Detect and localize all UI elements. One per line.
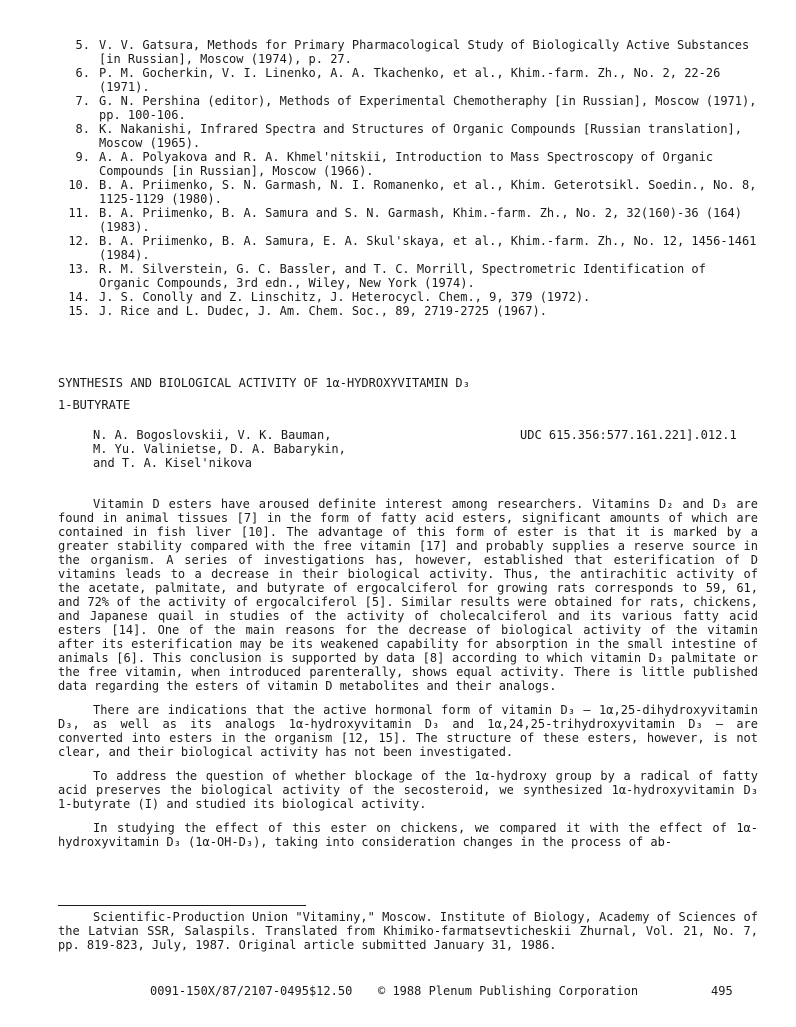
article-body: [58, 497, 758, 849]
udc-code: UDC 615.356:577.161.221].012.1: [520, 428, 737, 442]
reference-text: J. Rice and L. Dudec, J. Am. Chem. Soc., 89, 2719-2725 (1967).: [99, 304, 547, 318]
reference-item: [58, 150, 758, 178]
reference-number: 14.: [68, 290, 90, 304]
reference-item: [58, 94, 758, 122]
reference-text: A. A. Polyakova and R. A. Khmel'nitskii, Introduction to Mass Spectroscopy of Organic Compounds [in Russian], Moscow (1966).: [99, 150, 714, 178]
reference-text: K. Nakanishi, Infrared Spectra and Structures of Organic Compounds [Russian translation], Moscow (1965).: [99, 122, 742, 150]
article-title: [58, 376, 758, 412]
reference-list: [58, 38, 758, 318]
reference-text: J. S. Conolly and Z. Linschitz, J. Heterocycl. Chem., 9, 379 (1972).: [99, 290, 591, 304]
reference-item: [58, 66, 758, 94]
reference-number: 12.: [68, 234, 90, 248]
reference-item: [58, 122, 758, 150]
body-paragraph: In studying the effect of this ester on chickens, we compared it with the effect of 1α-hydroxyvitamin D₃ (1α-OH-D₃), taking into consideration changes in the process of ab-: [58, 821, 758, 849]
page-footer: [0, 984, 796, 1000]
reference-text: B. A. Priimenko, S. N. Garmash, N. I. Romanenko, et al., Khim. Geterotsikl. Soedin., No. 8, 1125-1129 (1980).: [99, 178, 757, 206]
footnote-text: Scientific-Production Union "Vitaminy," Moscow. Institute of Biology, Academy of Sciences of the Latvian SSR, Salaspils. Translated from Khimiko-farmatsevticheskii Zhurnal, Vol. 21, No. 7, pp. 819-823, July, 1987. Original article submitted January 31, 1986.: [58, 910, 758, 952]
author-list: [93, 428, 393, 470]
body-paragraph: To address the question of whether blockage of the 1α-hydroxy group by a radical of fatty acid preserves the biological activity of the secosteroid, we synthesized 1α-hydroxyvitamin D₃ 1-butyrate (I) and studied its biological activity.: [58, 769, 758, 811]
reference-text: P. M. Gocherkin, V. I. Linenko, A. A. Tkachenko, et al., Khim.-farm. Zh., No. 2, 22-26 (1971).: [99, 66, 721, 94]
copyright-notice: © 1988 Plenum Publishing Corporation: [378, 984, 639, 998]
article-title-line-1: SYNTHESIS AND BIOLOGICAL ACTIVITY OF 1α-HYDROXYVITAMIN D₃: [58, 376, 470, 390]
body-paragraph: Vitamin D esters have aroused definite interest among researchers. Vitamins D₂ and D₃ are found in animal tissues [7] in the form of fatty acid esters, significant amounts of which are contained in fish liver [10]. The advantage of this form of ester is that it is marked by a greater stability compared with the free vitamin [17] and probably supplies a reserve source in the organism. A series of investigations has, however, established that esterification of D vitamins leads to a decrease in their biological activity. Thus, the antirachitic activity of the acetate, palmitate, and butyrate of ergocalciferol for growing rats corresponds to 59, 61, and 72% of the activity of ergocalciferol [5]. Similar results were obtained for rats, chickens, and Japanese quail in studies of the activity of cholecalciferol and its various fatty acid esters [14]. One of the main reasons for the decrease of biological activity of the vitamin after its esterification may be its weakened capability for absorption in the small intestine of animals [6]. This conclusion is supported by data [8] according to which vitamin D₃ palmitate or the free vitamin, when introduced parenterally, shows equal activity. There is little published data regarding the esters of vitamin D metabolites and their analogs.: [58, 497, 758, 693]
reference-item: [58, 290, 758, 304]
reference-text: R. M. Silverstein, G. C. Bassler, and T. C. Morrill, Spectrometric Identification of Organic Compounds, 3rd edn., Wiley, New York (1974).: [99, 262, 706, 290]
reference-text: G. N. Pershina (editor), Methods of Experimental Chemotheraphy [in Russian], Moscow (1971), pp. 100-106.: [99, 94, 757, 122]
reference-text: B. A. Priimenko, B. A. Samura, E. A. Skul'skaya, et al., Khim.-farm. Zh., No. 12, 1456-1461 (1984).: [99, 234, 757, 262]
body-paragraph: There are indications that the active hormonal form of vitamin D₃ – 1α,25-dihydroxyvitamin D₃, as well as its analogs 1α-hydroxyvitamin D₃ and 1α,24,25-trihydroxyvitamin D₃ – are converted into esters in the organism [12, 15]. The structure of these esters, however, is not clear, and their biological activity has not been investigated.: [58, 703, 758, 759]
reference-number: 7.: [75, 94, 90, 108]
footnote: [58, 910, 758, 952]
reference-item: [58, 38, 758, 66]
reference-number: 6.: [75, 66, 90, 80]
reference-item: [58, 178, 758, 206]
reference-number: 13.: [68, 262, 90, 276]
page-number: 495: [711, 984, 733, 998]
reference-text: B. A. Priimenko, B. A. Samura and S. N. Garmash, Khim.-farm. Zh., No. 2, 32(160)-36 (164) (1983).: [99, 206, 742, 234]
author-line: and T. A. Kisel'nikova: [93, 456, 252, 470]
reference-text: V. V. Gatsura, Methods for Primary Pharmacological Study of Biologically Active Substances [in Russian], Moscow (1974), p. 27.: [99, 38, 750, 66]
footnote-divider: [58, 905, 306, 906]
reference-item: [58, 234, 758, 262]
reference-number: 11.: [68, 206, 90, 220]
reference-item: [58, 262, 758, 290]
reference-item: [58, 206, 758, 234]
reference-number: 10.: [68, 178, 90, 192]
author-line: N. A. Bogoslovskii, V. K. Bauman,: [93, 428, 332, 442]
reference-number: 5.: [75, 38, 90, 52]
reference-number: 9.: [75, 150, 90, 164]
reference-number: 8.: [75, 122, 90, 136]
reference-item: [58, 304, 758, 318]
author-line: M. Yu. Valinietse, D. A. Babarykin,: [93, 442, 346, 456]
article-code: 0091-150X/87/2107-0495$12.50: [150, 984, 353, 998]
reference-number: 15.: [68, 304, 90, 318]
article-title-line-2: 1-BUTYRATE: [58, 398, 131, 412]
